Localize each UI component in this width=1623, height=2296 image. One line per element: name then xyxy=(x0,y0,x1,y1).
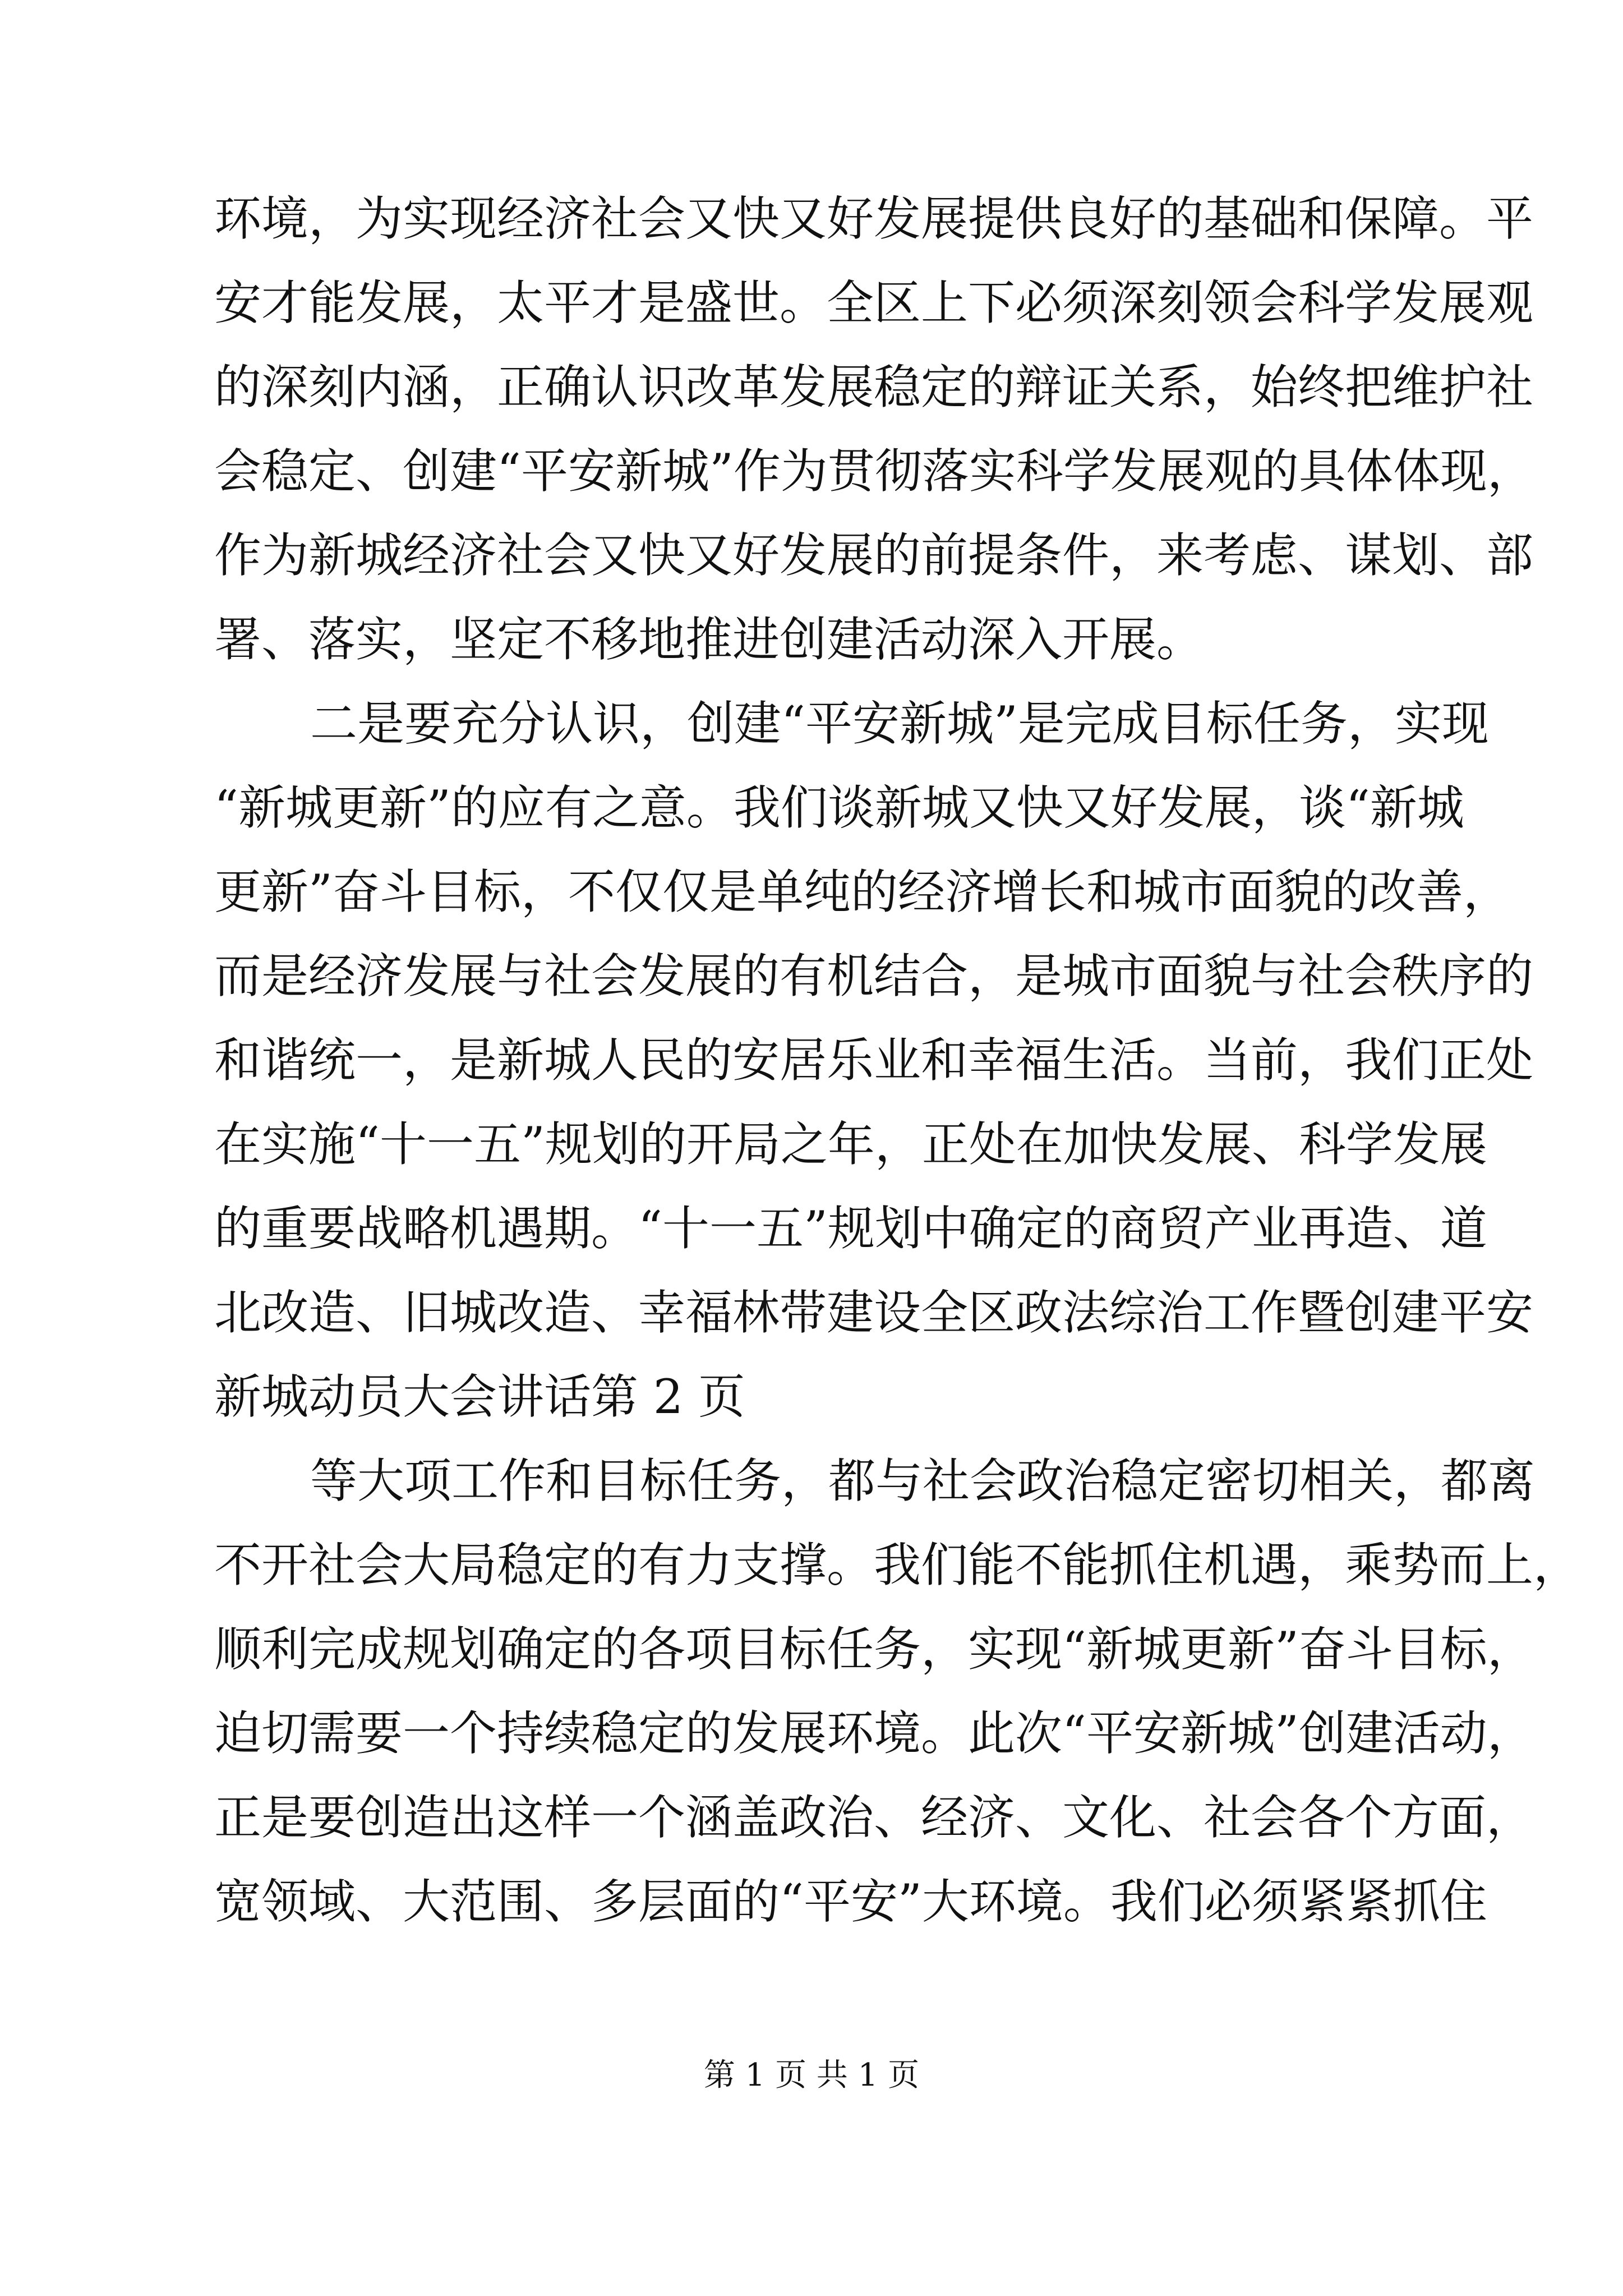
body-text-line: 北改造、旧城改造、幸福林带建设全区政法综治工作暨创建平安 xyxy=(214,1285,1534,1340)
body-text-line: 环境，为实现经济社会又快又好发展提供良好的基础和保障。平 xyxy=(214,191,1534,246)
body-text-line: 迫切需要一个持续稳定的发展环境。此次“平安新城”创建活动， xyxy=(214,1706,1534,1761)
body-text-line: 顺利完成规划确定的各项目标任务，实现“新城更新”奋斗目标， xyxy=(214,1622,1534,1677)
page-number-footer: 第 1 页 共 1 页 xyxy=(703,2057,920,2093)
body-text-line: 新城动员大会讲话第 2 页 xyxy=(214,1369,745,1424)
paragraph-first-line: 二是要充分认识，创建“平安新城”是完成目标任务，实现 xyxy=(310,696,1489,751)
body-text-line: 而是经济发展与社会发展的有机结合，是城市面貌与社会秩序的 xyxy=(214,949,1534,1004)
body-text-line: 的重要战略机遇期。“十一五”规划中确定的商贸产业再造、道 xyxy=(214,1201,1487,1256)
paragraph-first-line: 等大项工作和目标任务，都与社会政治稳定密切相关，都离 xyxy=(310,1453,1536,1508)
body-text-line: 署、落实，坚定不移地推进创建活动深入开展。 xyxy=(214,612,1204,667)
body-text-line: “新城更新”的应有之意。我们谈新城又快又好发展，谈“新城 xyxy=(214,780,1464,835)
body-text-line: 和谐统一，是新城人民的安居乐业和幸福生活。当前，我们正处 xyxy=(214,1033,1534,1088)
body-text-line: 正是要创造出这样一个涵盖政治、经济、文化、社会各个方面， xyxy=(214,1790,1534,1845)
body-text-line: 会稳定、创建“平安新城”作为贯彻落实科学发展观的具体体现， xyxy=(214,444,1534,499)
body-text-line: 的深刻内涵，正确认识改革发展稳定的辩证关系，始终把维护社 xyxy=(214,360,1534,415)
body-text-line: 更新”奋斗目标，不仅仅是单纯的经济增长和城市面貌的改善， xyxy=(214,864,1510,919)
body-text-line: 宽领域、大范围、多层面的“平安”大环境。我们必须紧紧抓住 xyxy=(214,1874,1487,1929)
body-text-line: 作为新城经济社会又快又好发展的前提条件，来考虑、谋划、部 xyxy=(214,528,1534,583)
body-text-line: 安才能发展，太平才是盛世。全区上下必须深刻领会科学发展观 xyxy=(214,275,1534,330)
body-text-line: 不开社会大局稳定的有力支撑。我们能不能抓住机遇，乘势而上， xyxy=(214,1538,1581,1593)
body-text-line: 在实施“十一五”规划的开局之年，正处在加快发展、科学发展 xyxy=(214,1117,1487,1172)
